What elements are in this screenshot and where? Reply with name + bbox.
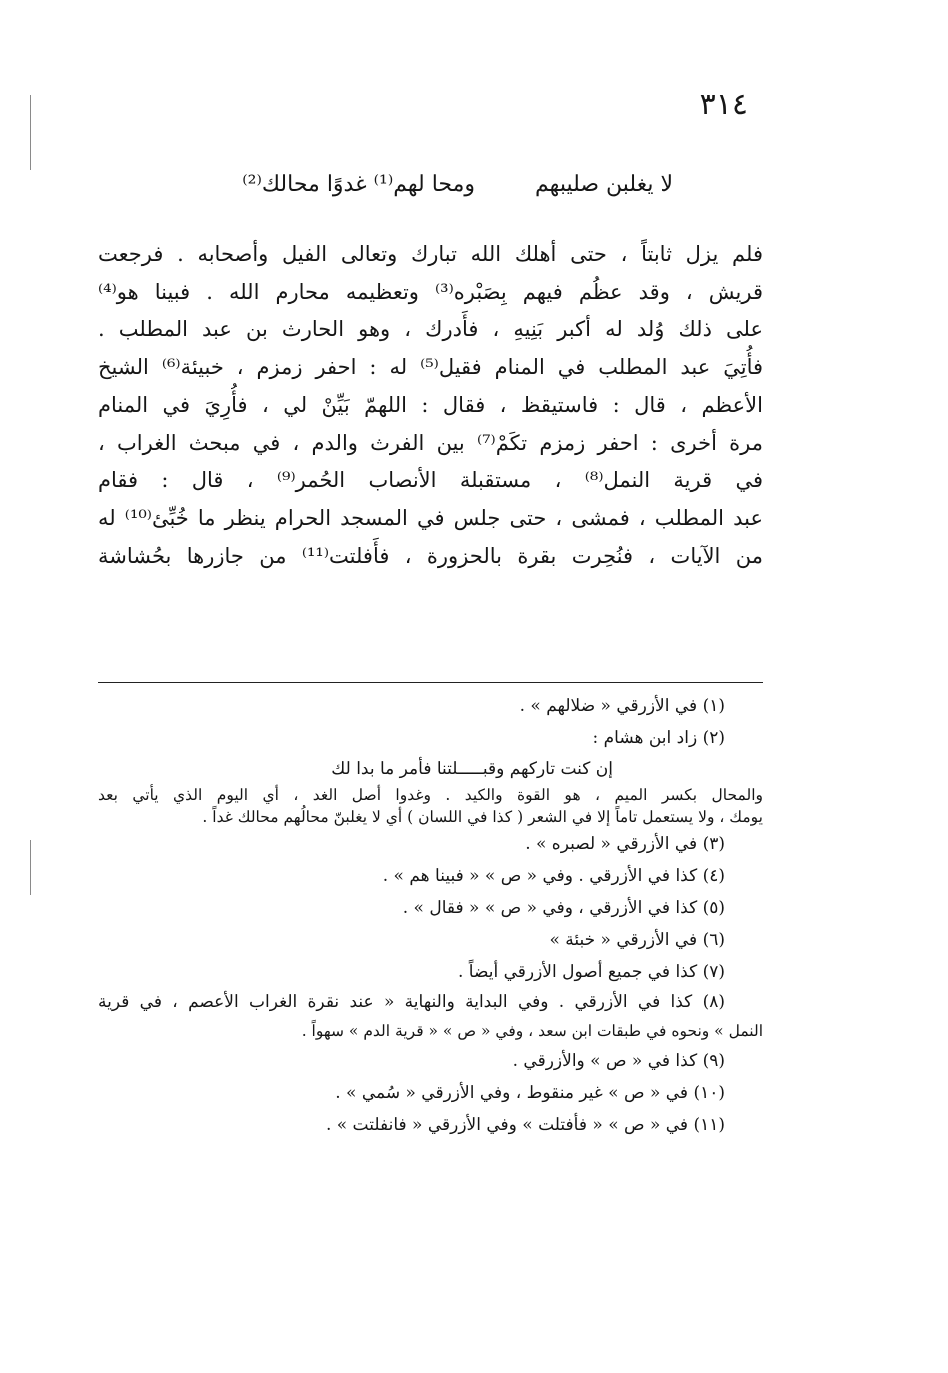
main-text-line: قريش ، وقد عظُم فيهم بِصَبْره⁽³⁾ وتعظيمه محارم الله . فبينا هو⁽⁴⁾ (98, 279, 763, 304)
footnote-4: (٤) كذا في الأزرقي . وفي « ص » « فبينا هم » . (382, 866, 725, 886)
footnote-2-verse: إن كنت تاركهم وقبـــــلتنا فأمر ما بدا لك (331, 759, 613, 779)
footnote-2-note: يومك ، ولا يستعمل تاماً إلا في الشعر ( كذا في اللسان ) أي لا يغلبنّ محالُهم محالك غداً . (202, 808, 763, 826)
binding-line-bottom (30, 840, 31, 895)
main-text (98, 236, 763, 575)
poem-verse (153, 168, 673, 202)
main-text-line: الأعظم ، قال : فاستيقظ ، فقال : اللهمّ بَيِّنْ لي ، فأُرِيَ في المنام (98, 392, 763, 417)
verse-hemistich-second: ومحا لهم⁽¹⁾ غدوًا محالك⁽²⁾ (242, 172, 476, 197)
footnote-6: (٦) في الأزرقي « خبئة » (549, 930, 725, 950)
binding-line-top (30, 95, 31, 170)
footnote-3: (٣) في الأزرقي « لصبره » . (525, 834, 725, 854)
footnote-2-note: والمحال بكسر الميم ، هو القوة والكيد . وغدوا أصل الغد ، أي اليوم الذي يأتي بعد (98, 786, 763, 804)
main-text-line: مرة أخرى : احفر زمزم تكَمْ⁽⁷⁾ بين الفرث والدم ، في مبحث الغراب ، (98, 430, 763, 455)
main-text-line: من الآيات ، فنُحِرت بقرة بالحزورة ، فأَفلتت⁽¹¹⁾ من جازرها بحُشاشة (98, 543, 763, 568)
footnote-2: (٢) زاد ابن هشام : (592, 728, 725, 748)
footnote-separator (98, 682, 763, 683)
footnote-5: (٥) كذا في الأزرقي ، وفي « ص » « فقال » . (402, 898, 725, 918)
footnotes (98, 690, 763, 1141)
footnote-9: (٩) كذا في « ص » والأزرقي . (512, 1051, 725, 1071)
footnote-8: (٨) كذا في الأزرقي . وفي البداية والنهاية « عند نقرة الغراب الأعصم ، في قرية (98, 992, 725, 1012)
footnote-8-continued: النمل » ونحوه في طبقات ابن سعد ، وفي « ص » « قرية الدم » سهواً . (301, 1022, 763, 1040)
footnote-7: (٧) كذا في جميع أصول الأزرقي أيضاً . (458, 962, 725, 982)
footnote-1: (١) في الأزرقي « ضلالهم » . (519, 696, 725, 716)
main-text-line: على ذلك وُلد له أكبر بَنِيهِ ، فأَدرك ، وهو الحارث بن عبد المطلب . (98, 317, 763, 342)
main-text-line: عبد المطلب ، فمشى ، حتى جلس في المسجد الحرام ينظر ما خُبِّئ⁽¹⁰⁾ له (98, 505, 763, 530)
footnote-10: (١٠) في « ص » غير منقوط ، وفي الأزرقي « سُمي » . (335, 1083, 725, 1103)
main-text-line: في قرية النمل⁽⁸⁾ ، مستقبلة الأنصاب الحُمر⁽⁹⁾ ، قال : فقام (98, 468, 763, 493)
main-text-line: فأُتِيَ عبد المطلب في المنام فقيل⁽⁵⁾ له : احفر زمزم ، خبيئة⁽⁶⁾ الشيخ (98, 355, 763, 380)
page-number: ٣١٤ (699, 87, 748, 122)
footnote-11: (١١) في « ص » « فأفتلت » وفي الأزرقي « فانفلتت » . (325, 1115, 725, 1135)
main-text-line: فلم يزل ثابتاً ، حتى أهلك الله تبارك وتعالى الفيل وأصحابه . فرجعت (98, 242, 763, 266)
verse-hemistich-first: لا يغلبن صليبهم (535, 172, 673, 197)
